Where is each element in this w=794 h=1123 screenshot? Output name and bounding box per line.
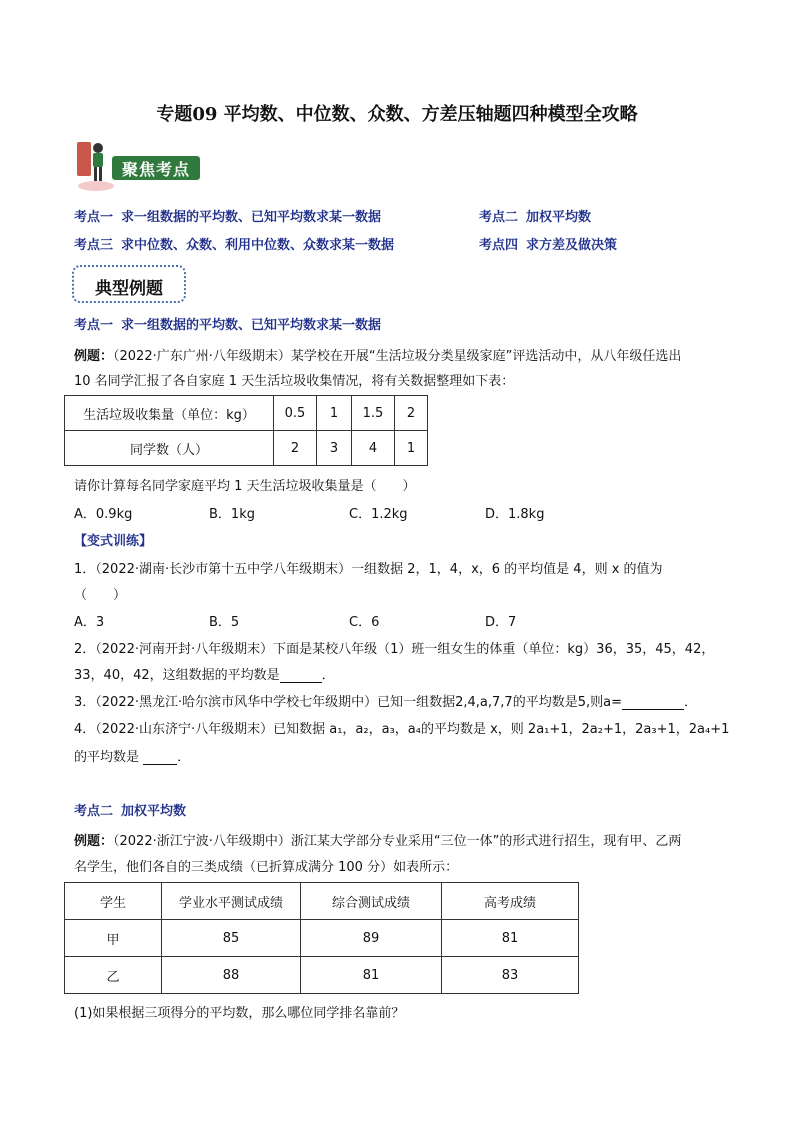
table-header: 同学数（人） (65, 431, 274, 466)
focus-badge-label: 聚焦考点 (121, 160, 190, 179)
option-b: B．1kg (209, 507, 255, 522)
q1-option-c: C．6 (349, 615, 380, 630)
kaodian-4: 考点四 求方差及做决策 (479, 238, 618, 253)
table-cell: 85 (162, 920, 301, 957)
table-cell: 1 (395, 431, 428, 466)
section1-heading: 考点一 求一组数据的平均数、已知平均数求某一数据 (74, 318, 382, 333)
table-header: 学业水平测试成绩 (162, 883, 301, 920)
table-cell: 83 (442, 957, 579, 994)
typical-examples-label: 典型例题 (95, 279, 163, 299)
q4-line2: 的平均数是 ． (74, 750, 191, 765)
table-cell: 1 (317, 396, 352, 431)
answer-blank (622, 697, 684, 710)
table-header: 综合测试成绩 (301, 883, 442, 920)
table-cell: 4 (352, 431, 395, 466)
page-title: 专题09 平均数、中位数、众数、方差压轴题四种模型全攻略 (156, 104, 638, 125)
q4-line1: 4．（2022·山东济宁·八年级期末）已知数据 a₁，a₂，a₃，a₄的平均数是 x，则 2a₁+1，2a₂+1，2a₃+1，2a₄+1 (74, 722, 730, 737)
table-cell: 81 (442, 920, 579, 957)
kaodian-3: 考点三 求中位数、众数、利用中位数、众数求某一数据 (74, 238, 395, 253)
section2-example-line2: 名学生，他们各自的三类成绩（已折算成满分 100 分）如表所示： (74, 860, 459, 875)
section2-heading: 考点二 加权平均数 (74, 804, 187, 819)
table-cell: 2 (395, 396, 428, 431)
garbage-table (64, 395, 428, 466)
typical-examples-box (72, 265, 186, 303)
q1-option-d: D．7 (485, 615, 517, 630)
section2-question1: (1)如果根据三项得分的平均数，那么哪位同学排名靠前？ (74, 1006, 405, 1021)
table-header: 生活垃圾收集量（单位：kg） (65, 396, 274, 431)
table-header: 高考成绩 (442, 883, 579, 920)
section1-example-line1: 例题：（2022·广东广州·八年级期末）某学校在开展“生活垃圾分类星级家庭”评选活动中，从八年级任选出 (74, 349, 682, 364)
table-row (65, 957, 579, 994)
q3-line: 3．（2022·黑龙江·哈尔滨市风华中学校七年级期中）已知一组数据2,4,a,7,7的平均数是5,则a= ． (74, 695, 697, 710)
section1-example-line2: 10 名同学汇报了各自家庭 1 天生活垃圾收集情况，将有关数据整理如下表： (74, 374, 515, 389)
focus-badge (72, 138, 202, 194)
table-row (65, 920, 579, 957)
q1-option-a: A．3 (74, 615, 105, 630)
table-cell: 1.5 (352, 396, 395, 431)
table-cell: 88 (162, 957, 301, 994)
table-cell: 3 (317, 431, 352, 466)
option-d: D．1.8kg (485, 507, 545, 522)
section1-question: 请你计算每名同学家庭平均 1 天生活垃圾收集量是（ ） (74, 479, 416, 494)
q1-line1: 1．（2022·湖南·长沙市第十五中学八年级期末）一组数据 2，1，4，x，6 的平均值是 4，则 x 的值为 (74, 562, 663, 577)
table-cell: 89 (301, 920, 442, 957)
kaodian-1: 考点一 求一组数据的平均数、已知平均数求某一数据 (74, 210, 382, 225)
table-cell: 乙 (65, 957, 162, 994)
table-cell: 甲 (65, 920, 162, 957)
q1-option-b: B．5 (209, 615, 240, 630)
kaodian-2: 考点二 加权平均数 (479, 210, 592, 225)
q2-line2: 33，40，42，这组数据的平均数是 ． (74, 668, 335, 683)
option-c: C．1.2kg (349, 507, 408, 522)
table-cell: 2 (274, 431, 317, 466)
table-cell: 81 (301, 957, 442, 994)
answer-blank (143, 752, 177, 765)
option-a: A．0.9kg (74, 507, 133, 522)
table-cell: 0.5 (274, 396, 317, 431)
q2-line1: 2．（2022·河南开封·八年级期末）下面是某校八年级（1）班一组女生的体重（单位：kg）36，35，45，42， (74, 642, 715, 657)
section2-example-line1: 例题：（2022·浙江宁波·八年级期中）浙江某大学部分专业采用“三位一体”的形式进行招生，现有甲、乙两 (74, 834, 682, 849)
variant-training-label: 【变式训练】 (74, 534, 153, 549)
scores-table (64, 882, 579, 994)
q1-line2: （ ） (74, 588, 127, 603)
table-header: 学生 (65, 883, 162, 920)
answer-blank (280, 670, 322, 683)
